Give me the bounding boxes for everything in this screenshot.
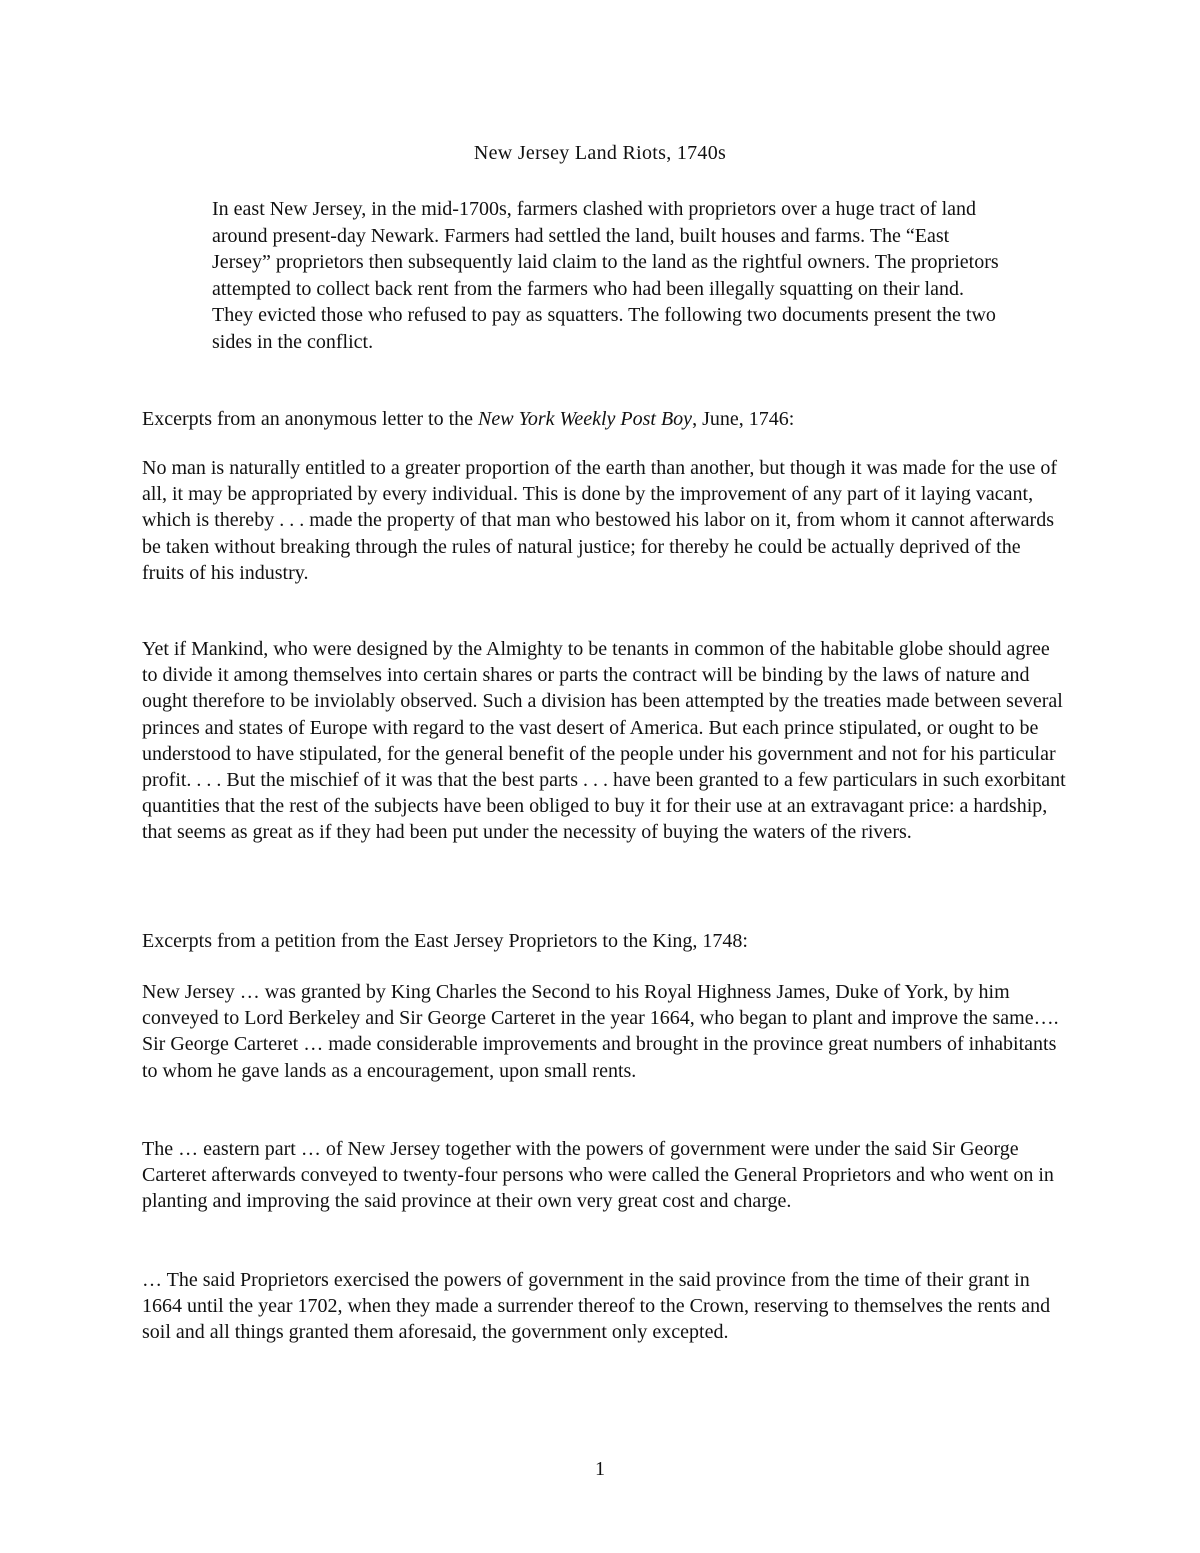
excerpt2-paragraph-1-block xyxy=(142,979,1067,1084)
excerpt2-paragraph-1: New Jersey … was granted by King Charles the Second to his Royal Highness James, Duke of York, by him conveyed to Lord Berkeley and Sir George Carteret in the year 1664, who began to plant and improve the same…. Sir George Carteret … made considerable improvements and brought in the province great numbers of inhabitants to whom he gave lands as a encouragement, upon small rents. xyxy=(142,981,1059,1082)
excerpt2-paragraph-2: The … eastern part … of New Jersey together with the powers of government were under the said Sir George Carteret afterwards conveyed to twenty-four persons who were called the General Proprietors and who went on in planting and improving the said province at their own very great cost and charge. xyxy=(142,1138,1054,1213)
excerpt2-paragraph-2-block xyxy=(142,1136,1067,1215)
intro-block xyxy=(212,196,1002,356)
excerpt2-paragraph-3-block xyxy=(142,1267,1067,1346)
excerpt1-heading-prefix: Excerpts from an anonymous letter to the xyxy=(142,408,479,430)
excerpt1-paragraph-1-block xyxy=(142,455,1067,586)
excerpt1-publication-name: New York Weekly Post Boy xyxy=(478,408,693,430)
excerpt2-paragraph-3: … The said Proprietors exercised the powers of government in the said province from the time of their grant in 1664 until the year 1702, when they made a surrender thereof to the Crown, reserving to themselves the rents and soil and all things granted them aforesaid, the government only excepted. xyxy=(142,1269,1051,1344)
excerpt1-paragraph-2-block xyxy=(142,636,1067,846)
document-title: New Jersey Land Riots, 1740s xyxy=(473,142,727,164)
excerpt2-heading: Excerpts from a petition from the East Jersey Proprietors to the King, 1748: xyxy=(142,930,748,952)
excerpt1-heading xyxy=(142,406,1067,432)
excerpt1-paragraph-1: No man is naturally entitled to a greater proportion of the earth than another, but though it was made for the use of all, it may be appropriated by every individual. This is done by the improvement of any part of it laying vacant, which is thereby . . . made the property of that man who bestowed his labor on it, from whom it cannot afterwards be taken without breaking through the rules of natural justice; for thereby he could be actually deprived of the fruits of his industry. xyxy=(142,457,1058,584)
intro-paragraph: In east New Jersey, in the mid-1700s, farmers clashed with proprietors over a huge tract of land around present-day Newark. Farmers had settled the land, built houses and farms. The “East Jersey” proprietors then subsequently laid claim to the land as the rightful owners. The proprietors attempted to collect back rent from the farmers who had been illegally squatting on their land. They evicted those who refused to pay as squatters. The following two documents present the two sides in the conflict. xyxy=(212,198,999,353)
excerpt1-heading-suffix: , June, 1746: xyxy=(692,408,795,430)
excerpt1-paragraph-2: Yet if Mankind, who were designed by the Almighty to be tenants in common of the habitable globe should agree to divide it among themselves into certain shares or parts the contract will be binding by the laws of nature and ought therefore to be inviolably observed. Such a division has been attempted by the treaties made between several princes and states of Europe with regard to the vast desert of America. But each prince stipulated, or ought to be understood to have stipulated, for the general benefit of the people under his government and not for his particular profit. . . . But the mischief of it was that the best parts . . . have been granted to a few particulars in such exorbitant quantities that the rest of the subjects have been obliged to buy it for their use at an extravagant price: a hardship, that seems as great as if they had been put under the necessity of buying the waters of the rivers. xyxy=(142,638,1066,844)
page-number: 1 xyxy=(595,1458,605,1480)
